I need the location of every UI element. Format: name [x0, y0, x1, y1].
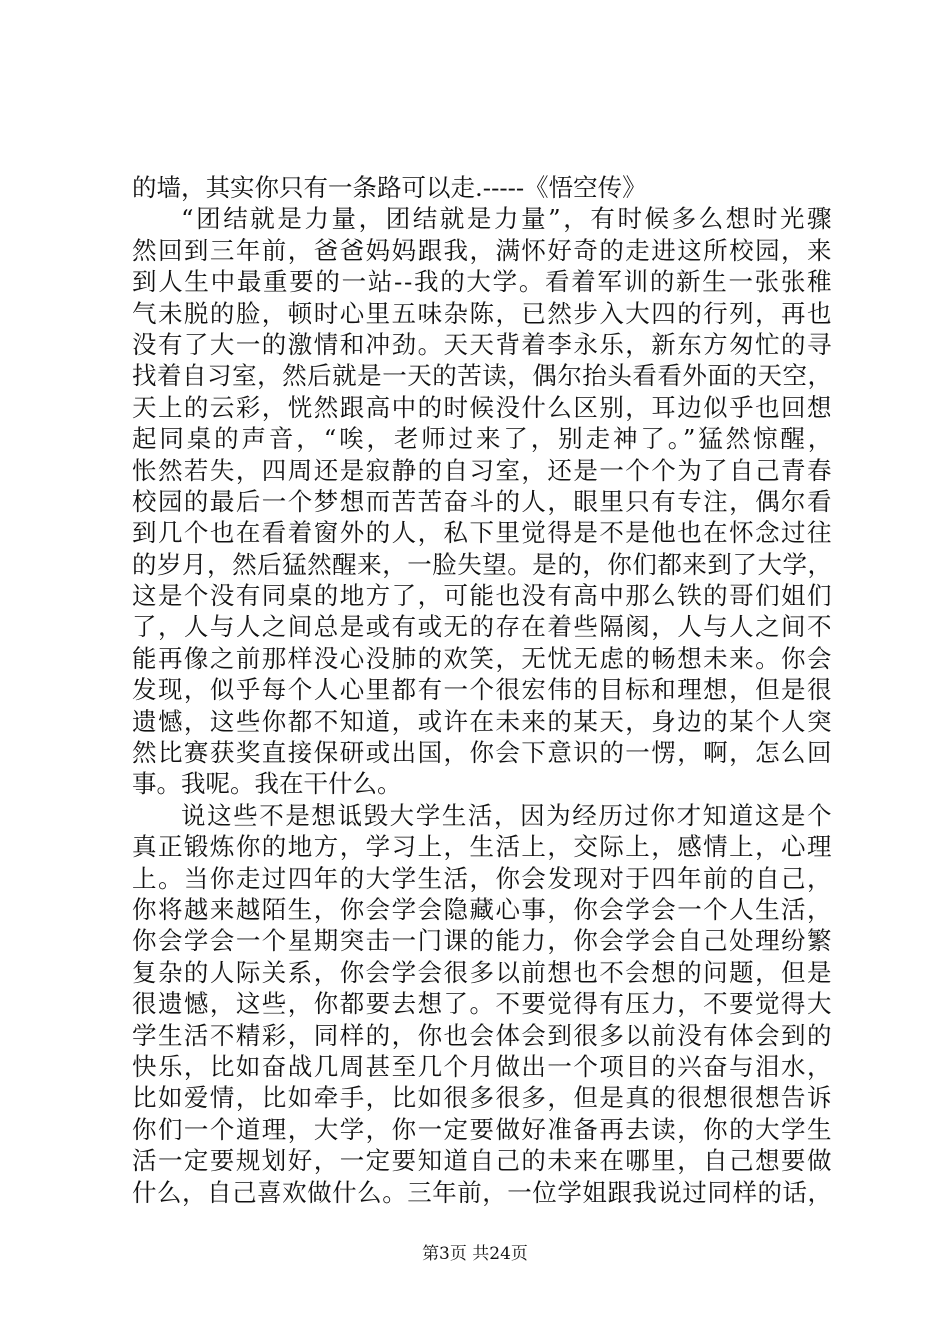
text-line: 复杂的人际关系，你会学会很多以前想也不会想的问题，但是: [132, 957, 833, 987]
text-line: 什么，自己喜欢做什么。三年前，一位学姐跟我说过同样的话，: [132, 1177, 833, 1207]
text-line: 然回到三年前，爸爸妈妈跟我，满怀好奇的走进这所校园，来: [132, 235, 833, 265]
text-line: 你将越来越陌生，你会学会隐藏心事，你会学会一个人生活，: [132, 894, 833, 924]
body-text: [132, 172, 836, 1208]
text-line: 没有了大一的激情和冲劲。天天背着李永乐，新东方匆忙的寻: [132, 329, 833, 359]
text-line: 活一定要规划好，一定要知道自己的未来在哪里，自己想要做: [132, 1146, 833, 1176]
text-line: “团结就是力量，团结就是力量”，有时候多么想时光骤: [181, 204, 835, 234]
text-line: 你会学会一个星期突击一门课的能力，你会学会自己处理纷繁: [132, 926, 833, 956]
text-line: 的岁月，然后猛然醒来，一脸失望。是的，你们都来到了大学，: [132, 549, 833, 579]
text-line: 遗憾，这些你都不知道，或许在未来的某天，身边的某个人突: [132, 706, 833, 736]
text-line: 找着自习室，然后就是一天的苦读，偶尔抬头看看外面的天空，: [132, 361, 833, 391]
text-line: 的墙，其实你只有一条路可以走.-----《悟空传》: [132, 173, 647, 202]
text-line: 说这些不是想诋毁大学生活，因为经历过你才知道这是个: [181, 800, 834, 830]
text-line: 能再像之前那样没心没肺的欢笑，无忧无虑的畅想未来。你会: [132, 643, 833, 673]
text-line: 真正锻炼你的地方，学习上，生活上，交际上，感情上，心理: [132, 832, 833, 862]
text-line: 然比赛获奖直接保研或出国，你会下意识的一愣，啊，怎么回: [132, 738, 833, 768]
text-line: 到人生中最重要的一站--我的大学。看着军训的新生一张张稚: [132, 267, 834, 297]
page-footer: 第3页 共24页: [422, 1244, 528, 1264]
text-line: 起同桌的声音，“唉，老师过来了，别走神了。”猛然惊醒，: [132, 424, 836, 454]
text-line: 比如爱情，比如牵手，比如很多很多，但是真的很想很想告诉: [132, 1083, 833, 1113]
text-line: 你们一个道理，大学，你一定要做好准备再去读，你的大学生: [132, 1114, 833, 1144]
text-line: 学生活不精彩，同样的，你也会体会到很多以前没有体会到的: [132, 1020, 833, 1050]
text-line: 到几个也在看着窗外的人，私下里觉得是不是他也在怀念过往: [132, 518, 833, 548]
text-line: 发现，似乎每个人心里都有一个很宏伟的目标和理想，但是很: [132, 675, 833, 705]
text-line: 上。当你走过四年的大学生活，你会发现对于四年前的自己，: [132, 863, 833, 893]
text-line: 校园的最后一个梦想而苦苦奋斗的人，眼里只有专注，偶尔看: [132, 486, 833, 516]
text-line: 很遗憾，这些，你都要去想了。不要觉得有压力，不要觉得大: [132, 989, 833, 1019]
text-line: 快乐，比如奋战几周甚至几个月做出一个项目的兴奋与泪水，: [132, 1051, 833, 1081]
text-line: 这是个没有同桌的地方了，可能也没有高中那么铁的哥们姐们: [132, 581, 833, 611]
text-line: 事。我呢。我在干什么。: [132, 769, 402, 799]
text-line: 天上的云彩，恍然跟高中的时候没什么区别，耳边似乎也回想: [132, 392, 833, 422]
text-line: 了，人与人之间总是或有或无的存在着些隔阂，人与人之间不: [132, 612, 833, 642]
text-line: 气未脱的脸，顿时心里五味杂陈，已然步入大四的行列，再也: [132, 298, 833, 328]
text-line: 怅然若失，四周还是寂静的自习室，还是一个个为了自己青春: [132, 455, 833, 485]
